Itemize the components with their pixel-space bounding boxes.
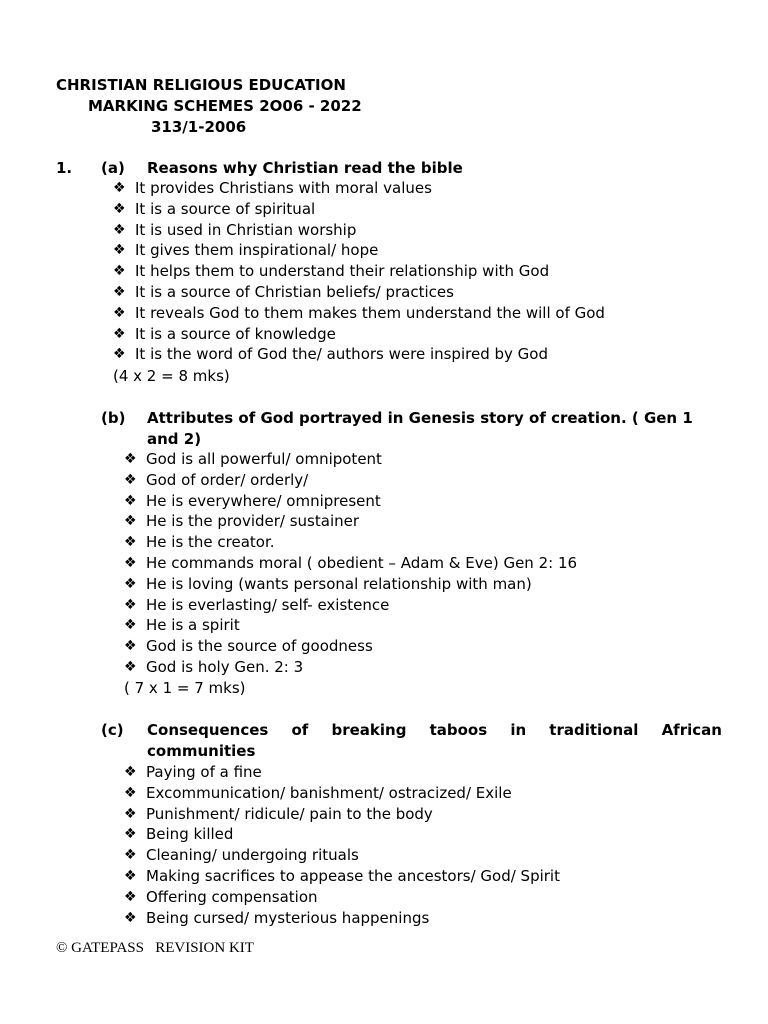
list-item-text: Making sacrifices to appease the ancestors/ God/ Spirit [146, 866, 560, 885]
list-item-text: Being cursed/ mysterious happenings [146, 908, 430, 927]
bullet-diamond-icon: ❖ [113, 221, 126, 238]
heading-word: breaking [331, 721, 407, 739]
bullet-diamond-icon: ❖ [113, 283, 126, 300]
bullet-diamond-icon: ❖ [113, 200, 126, 217]
list-item-text: It is used in Christian worship [135, 220, 357, 239]
list-item [113, 303, 605, 324]
list-item-text: He is everywhere/ omnipresent [146, 491, 381, 510]
list-item [124, 657, 577, 678]
list-item [124, 887, 560, 908]
part-c-label: (c) [101, 721, 124, 739]
part-a-list [113, 178, 605, 365]
document-subtitle: MARKING SCHEMES 2O06 - 2022 [88, 97, 362, 115]
part-b-list [124, 449, 577, 678]
list-item [124, 908, 560, 929]
bullet-diamond-icon: ❖ [124, 534, 137, 551]
bullet-diamond-icon: ❖ [124, 575, 137, 592]
list-item [124, 636, 577, 657]
document-title: CHRISTIAN RELIGIOUS EDUCATION [56, 76, 346, 94]
list-item-text: He is loving (wants personal relationship with man) [146, 574, 532, 593]
part-a-label: (a) [101, 159, 125, 177]
list-item-text: It is a source of knowledge [135, 324, 336, 343]
bullet-diamond-icon: ❖ [124, 638, 137, 655]
bullet-diamond-icon: ❖ [124, 451, 137, 467]
footer: © GATEPASS REVISION KIT [56, 940, 254, 956]
part-a-marks: (4 x 2 = 8 mks) [113, 367, 230, 385]
heading-word: Consequences [147, 721, 269, 739]
list-item-text: It gives them inspirational/ hope [135, 241, 379, 260]
bullet-diamond-icon: ❖ [124, 596, 137, 613]
part-b-heading-line1: Attributes of God portrayed in Genesis story of creation. ( Gen 1 [147, 409, 693, 427]
part-c-list [124, 762, 560, 928]
list-item-text: It is the word of God the/ authors were inspired by God [135, 345, 548, 364]
list-item [113, 324, 605, 345]
list-item-text: It provides Christians with moral values [135, 179, 432, 197]
bullet-diamond-icon: ❖ [113, 242, 126, 259]
list-item-text: God of order/ orderly/ [146, 470, 309, 489]
list-item [113, 240, 605, 261]
list-item [124, 491, 577, 512]
list-item [124, 511, 577, 532]
bullet-diamond-icon: ❖ [124, 909, 137, 926]
bullet-diamond-icon: ❖ [124, 867, 137, 884]
list-item [124, 553, 577, 574]
part-a-heading: Reasons why Christian read the bible [147, 159, 463, 177]
list-item [124, 574, 577, 595]
list-item-text: Being killed [146, 825, 234, 844]
list-item-text: He is the provider/ sustainer [146, 512, 360, 531]
list-item-text: Offering compensation [146, 887, 318, 906]
list-item-text: It is a source of spiritual [135, 199, 316, 218]
part-b-heading-line2: and 2) [147, 430, 202, 448]
list-item [124, 532, 577, 553]
bullet-diamond-icon: ❖ [124, 847, 137, 864]
list-item-text: Excommunication/ banishment/ ostracized/ Exile [146, 783, 512, 802]
bullet-diamond-icon: ❖ [113, 346, 126, 363]
question-number: 1. [56, 159, 73, 177]
list-item-text: God is the source of goodness [146, 637, 373, 656]
list-item-text: He is the creator. [146, 533, 275, 552]
heading-word: taboos [429, 721, 488, 739]
bullet-diamond-icon: ❖ [124, 784, 137, 801]
bullet-diamond-icon: ❖ [113, 180, 126, 196]
list-item-text: It is a source of Christian beliefs/ practices [135, 282, 454, 301]
list-item [124, 762, 560, 783]
list-item [124, 824, 560, 845]
part-b-marks: ( 7 x 1 = 7 mks) [124, 679, 246, 697]
part-b-label: (b) [101, 409, 126, 427]
list-item-text: He is everlasting/ self- existence [146, 595, 390, 614]
list-item [124, 845, 560, 866]
heading-word: traditional [549, 721, 639, 739]
list-item-text: Cleaning/ undergoing rituals [146, 846, 359, 865]
list-item [124, 449, 577, 470]
list-item [124, 866, 560, 887]
list-item-text: God is all powerful/ omnipotent [146, 450, 382, 468]
bullet-diamond-icon: ❖ [124, 513, 137, 530]
bullet-diamond-icon: ❖ [124, 658, 137, 675]
list-item [113, 178, 605, 199]
list-item [113, 199, 605, 220]
bullet-diamond-icon: ❖ [124, 492, 137, 509]
heading-word: of [291, 721, 309, 739]
list-item-text: It reveals God to them makes them understand the will of God [135, 303, 605, 322]
list-item-text: He commands moral ( obedient – Adam & Eve) Gen 2: 16 [146, 553, 578, 572]
list-item [124, 470, 577, 491]
list-item [113, 220, 605, 241]
part-c-heading-line1 [147, 720, 722, 741]
list-item-text: It helps them to understand their relationship with God [135, 262, 550, 281]
list-item [124, 595, 577, 616]
bullet-diamond-icon: ❖ [113, 304, 126, 321]
part-c-heading-line2: communities [147, 742, 256, 760]
bullet-diamond-icon: ❖ [124, 471, 137, 488]
bullet-diamond-icon: ❖ [124, 764, 137, 780]
list-item-text: He is a spirit [146, 616, 240, 635]
list-item-text: God is holy Gen. 2: 3 [146, 657, 304, 676]
bullet-diamond-icon: ❖ [113, 263, 126, 280]
list-item-text: Punishment/ ridicule/ pain to the body [146, 804, 433, 823]
list-item [113, 344, 605, 365]
bullet-diamond-icon: ❖ [113, 325, 126, 342]
list-item [113, 261, 605, 282]
list-item [124, 783, 560, 804]
part-c-heading [147, 720, 722, 762]
part-b-heading [147, 408, 722, 450]
bullet-diamond-icon: ❖ [124, 805, 137, 822]
bullet-diamond-icon: ❖ [124, 617, 137, 634]
bullet-diamond-icon: ❖ [124, 826, 137, 843]
heading-word: in [510, 721, 527, 739]
bullet-diamond-icon: ❖ [124, 554, 137, 571]
list-item [113, 282, 605, 303]
list-item [124, 615, 577, 636]
heading-word: African [661, 721, 722, 739]
paper-code: 313/1-2006 [151, 118, 247, 136]
list-item [124, 804, 560, 825]
bullet-diamond-icon: ❖ [124, 888, 137, 905]
list-item-text: Paying of a fine [146, 763, 262, 781]
